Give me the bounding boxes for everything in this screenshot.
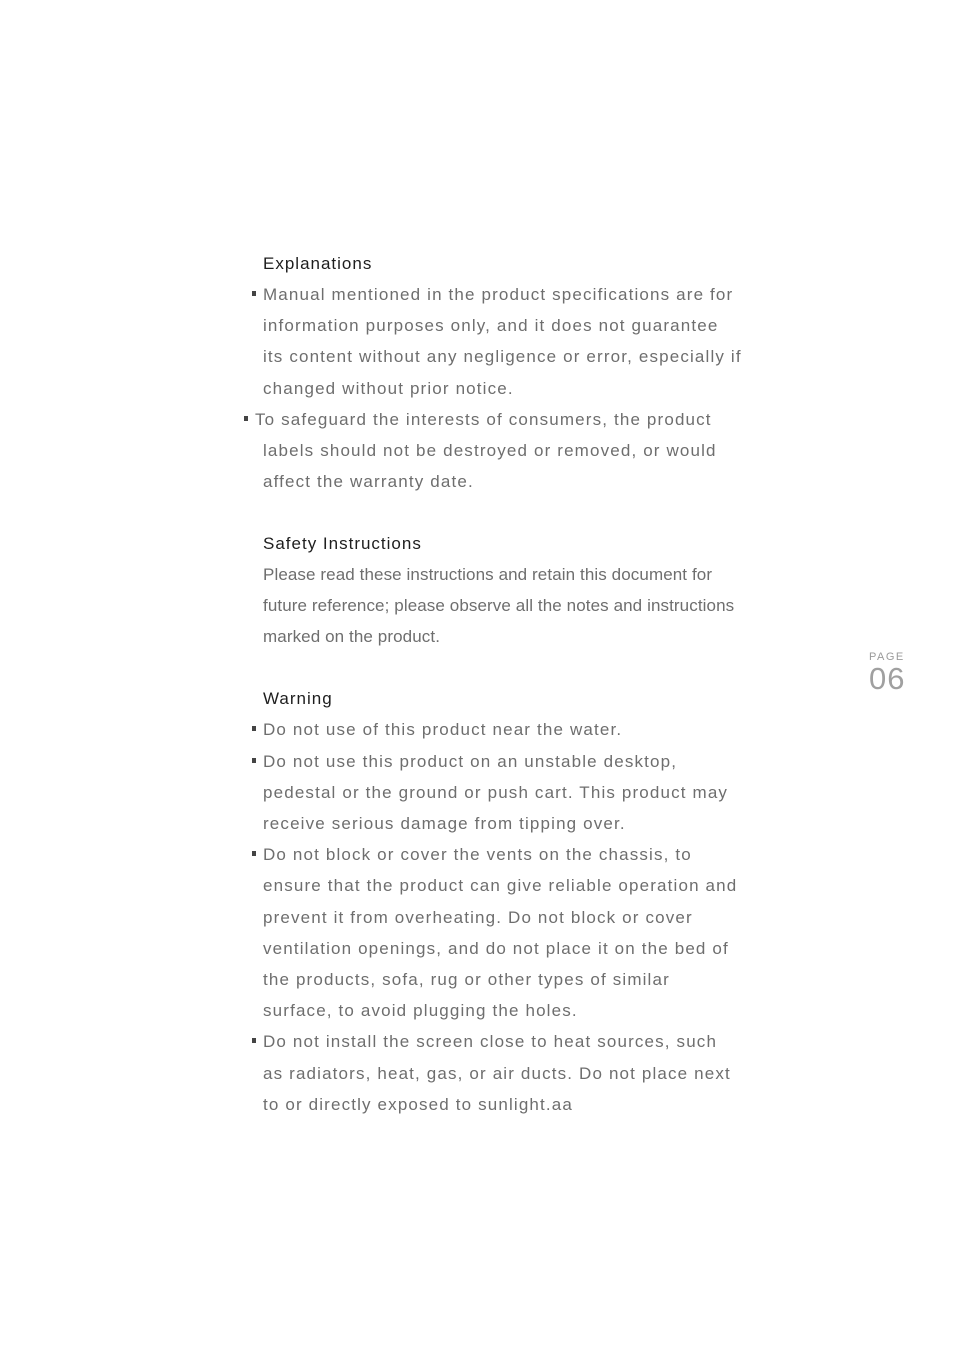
bullet-icon [252, 851, 256, 856]
safety-body: Please read these instructions and retain this document for future reference; please observe all the notes and instructions marked on the product. [263, 565, 735, 647]
bullet-icon [244, 416, 248, 421]
list-item-text: Do not install the screen close to heat sources, such as radiators, heat, gas, or air ducts. Do not place next to or directly exposed to sunlight.aa [263, 1032, 731, 1114]
list-item [263, 746, 743, 840]
list-item-text: To safeguard the interests of consumers, the product labels should not be destroyed or removed, or would affect the warranty date. [255, 409, 717, 492]
warning-section [263, 683, 743, 1120]
bullet-icon [252, 758, 256, 763]
page-label: PAGE [869, 651, 905, 663]
list-item [263, 714, 743, 745]
list-item [263, 1026, 743, 1120]
list-item-text: Do not use of this product near the water. [263, 720, 623, 740]
list-item-text: Do not use this product on an unstable desktop, pedestal or the ground or push cart. This product may receive serious damage from tipping over. [263, 751, 729, 834]
section-spacer [263, 497, 743, 528]
warning-heading: Warning [263, 689, 333, 709]
page-marker [869, 651, 919, 694]
bullet-icon [252, 1038, 256, 1043]
explanations-section [255, 248, 743, 497]
list-item-text: Manual mentioned in the product specifications are for information purposes only, and it does not guarantee its content without any negligence or error, especially if changed without prior notice. [263, 285, 742, 398]
bullet-icon [252, 291, 256, 296]
section-spacer [263, 652, 743, 683]
warning-list [263, 714, 743, 1120]
safety-section [263, 528, 743, 652]
list-item-text: Do not block or cover the vents on the chassis, to ensure that the product can give reliable operation and prevent it from overheating. Do not block or cover ventilation openings, and do not place it on the bed of the products, sofa, rug or other types of similar surface, to avoid plugging the holes. [263, 845, 738, 1021]
manual-content [255, 248, 743, 1120]
bullet-icon [252, 726, 256, 731]
list-item [255, 404, 743, 498]
explanations-heading: Explanations [263, 254, 373, 273]
safety-heading: Safety Instructions [263, 534, 422, 554]
list-item [263, 839, 743, 1026]
list-item [263, 279, 743, 404]
explanations-list [255, 279, 743, 497]
page-number: 06 [869, 661, 906, 696]
